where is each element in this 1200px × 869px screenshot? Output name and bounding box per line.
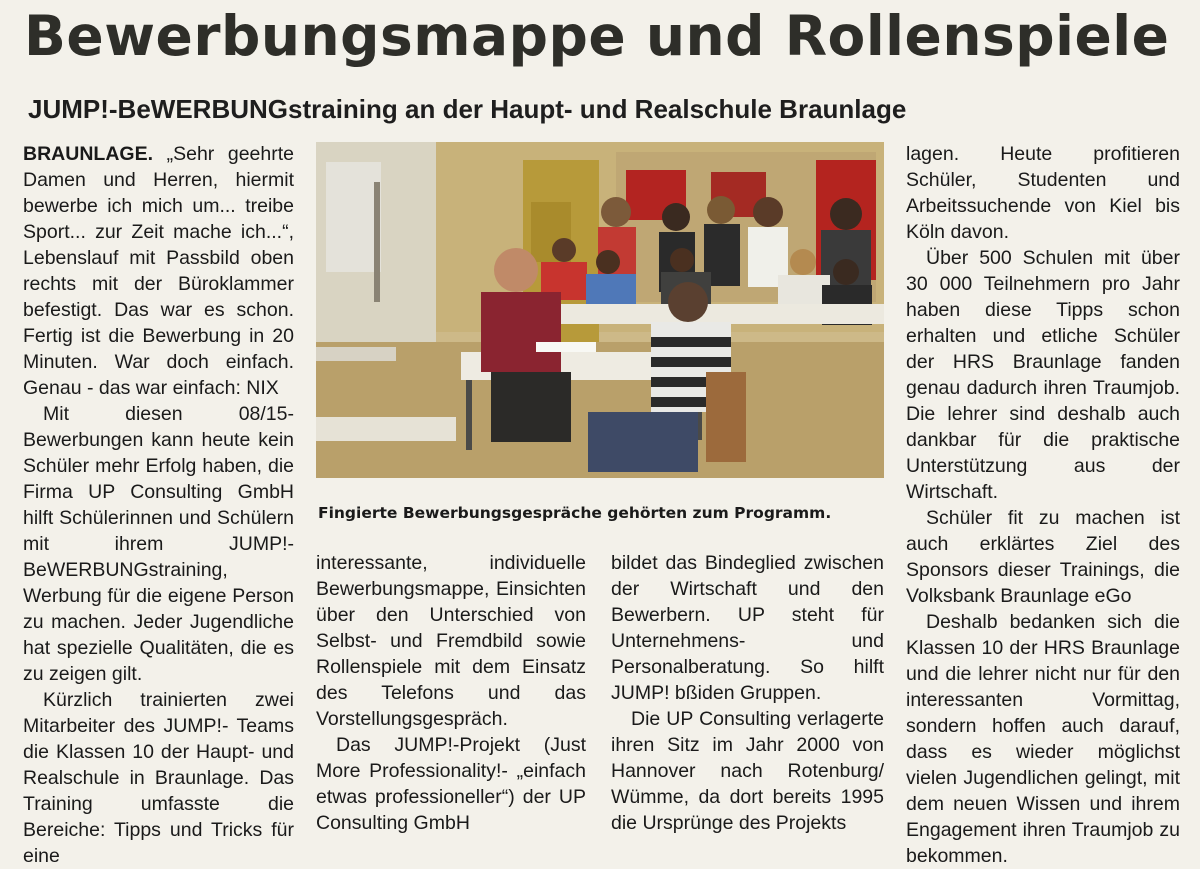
photo-caption: Fingierte Bewerbungsgespräche gehörten zum Programm. (318, 504, 832, 522)
article-paragraph: Mit diesen 08/15-Bewerbungen kann heute kein Schüler mehr Erfolg haben, die Firma UP Consulting GmbH hilft Schülerinnen und Schülern mit ihrem JUMP!-BeWERBUNGstraining, Werbung für die eigene Person zu machen. Jeder Jugendliche hat spezielle Qualitäten, die es zu zeigen gilt. (23, 403, 294, 685)
article-column-3 (611, 550, 884, 840)
article-paragraph: bildet das Bindeglied zwischen der Wirtschaft und den Bewerbern. UP steht für Unternehmens- und Personalberatung. So hilft JUMP! bßiden Gruppen. (611, 552, 884, 704)
article-paragraph: interessante, individuelle Bewerbungsmappe, Einsichten über den Unterschied von Selbst- und Fremdbild sowie Rollenspiele mit dem Einsatz des Telefons und das Vorstellungsgespräch. (316, 552, 586, 730)
article-paragraph: Deshalb bedanken sich die Klassen 10 der HRS Braunlage und die lehrer nicht nur für den interessanten Vormittag, sondern hoffen auch darauf, dass es wieder möglichst vielen Jugendlichen gelingt, mit dem neuen Wissen und ihrem Engagement ihren Traumjob zu bekommen. (906, 611, 1180, 867)
article-paragraph: Kürzlich trainierten zwei Mitarbeiter des JUMP!- Teams die Klassen 10 der Haupt- und Realschule in Braunlage. Das Training umfasste die Bereiche: Tipps und Tricks für eine (23, 689, 294, 867)
article-paragraph: Die UP Consulting verlagerte ihren Sitz im Jahr 2000 von Hannover nach Rotenburg/ Wümme, da dort bereits 1995 die Ursprünge des Projekts (611, 708, 884, 834)
article-column-2 (316, 550, 586, 840)
dateline: BRAUNLAGE. (23, 143, 153, 165)
article-paragraph: Über 500 Schulen mit über 30 000 Teilnehmern pro Jahr haben diese Tipps schon erhalten und etliche Schüler der HRS Braunlage fanden genau dadurch ihren Traumjob. Die lehrer sind deshalb auch dankbar für die praktische Unterstützung aus der Wirtschaft. (906, 247, 1180, 503)
headline: Bewerbungsmappe und Rollenspiele (24, 4, 1170, 68)
article-paragraph: Schüler fit zu machen ist auch erklärtes Ziel des Sponsors dieser Trainings, die Volksbank Braunlage eGo (906, 507, 1180, 607)
subheadline: JUMP!-BeWERBUNGstraining an der Haupt- und Realschule Braunlage (28, 94, 907, 124)
article-column-4 (906, 141, 1180, 867)
article-paragraph: lagen. Heute profitieren Schüler, Studenten und Arbeitssuchende von Kiel bis Köln davon. (906, 143, 1180, 243)
article-column-1 (23, 141, 294, 867)
paragraph-text: „Sehr geehrte Damen und Herren, hiermit bewerbe ich mich um... treibe Sport... zur Zeit mache ich...“, Lebenslauf mit Passbild oben rechts mit der Büroklammer befestigt. Das war es schon. Fertig ist die Bewerbung in 20 Minuten. War doch einfach. Genau - das war einfach: NIX (23, 143, 294, 399)
article-paragraph (23, 141, 294, 401)
article-paragraph: Das JUMP!-Projekt (Just More Professionality!- „einfach etwas professioneller“) der UP Consulting GmbH (316, 734, 586, 834)
article-photo (316, 142, 884, 478)
